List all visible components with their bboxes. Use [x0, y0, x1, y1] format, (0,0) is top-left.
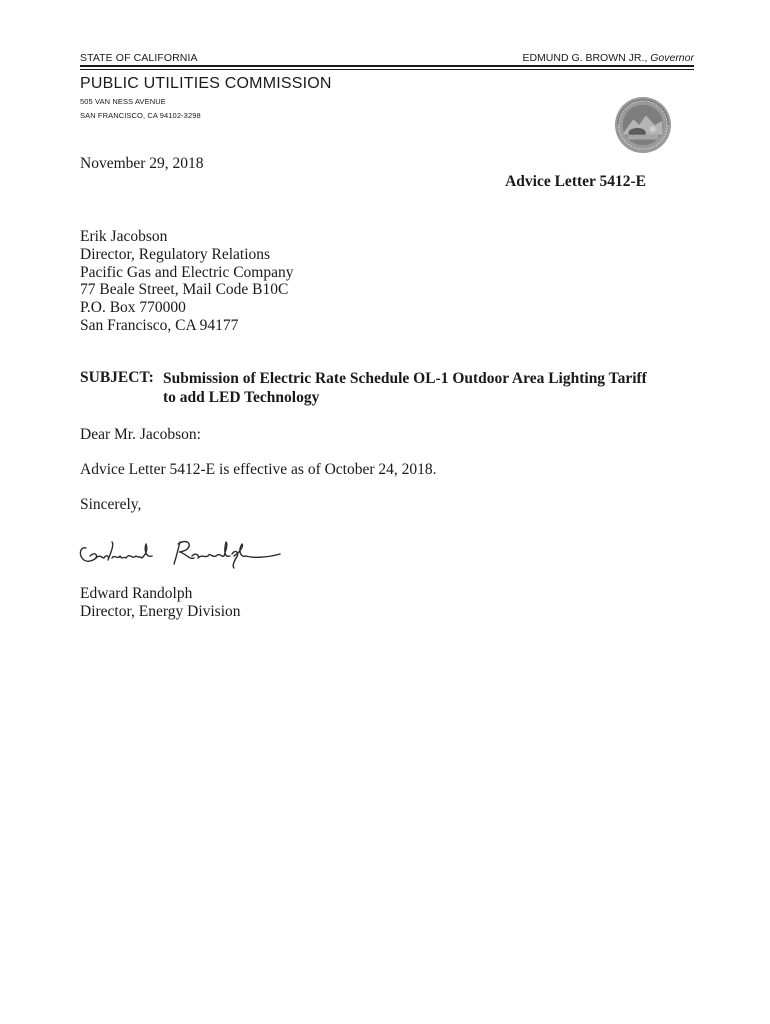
recipient-line: 77 Beale Street, Mail Code B10C	[80, 281, 289, 299]
subject-label: SUBJECT:	[80, 369, 154, 386]
agency-address-street: 505 VAN NESS AVENUE	[80, 97, 166, 106]
subject-text: Submission of Electric Rate Schedule OL-1 Outdoor Area Lighting Tariff to add LED Technology	[163, 370, 647, 406]
signer-title: Director, Energy Division	[80, 603, 241, 620]
governor-title: Governor	[650, 52, 694, 64]
recipient-line: San Francisco, CA 94177	[80, 316, 239, 334]
header-rule-thick	[80, 65, 694, 67]
letter-date: November 29, 2018	[80, 155, 204, 172]
closing: Sincerely,	[80, 496, 142, 513]
recipient-address-block	[80, 228, 293, 335]
recipient-line: Pacific Gas and Electric Company	[80, 263, 294, 281]
state-header: STATE OF CALIFORNIA	[80, 52, 198, 64]
governor-name: EDMUND G. BROWN JR.,	[522, 52, 648, 64]
agency-name: PUBLIC UTILITIES COMMISSION	[80, 75, 332, 92]
advice-letter-reference: Advice Letter 5412-E	[505, 173, 646, 190]
recipient-line: Director, Regulatory Relations	[80, 245, 271, 263]
header-rule-thin	[80, 69, 694, 70]
recipient-line: Erik Jacobson	[80, 228, 168, 245]
recipient-line: P.O. Box 770000	[80, 299, 186, 317]
salutation: Dear Mr. Jacobson:	[80, 426, 201, 443]
handwritten-signature	[76, 536, 286, 572]
letter-body: Advice Letter 5412-E is effective as of October 24, 2018.	[80, 461, 437, 478]
state-seal-icon	[614, 96, 672, 154]
signer-name: Edward Randolph	[80, 585, 193, 602]
signer-block	[80, 585, 241, 621]
agency-address-city: SAN FRANCISCO, CA 94102-3298	[80, 111, 201, 120]
governor-header	[522, 52, 694, 64]
